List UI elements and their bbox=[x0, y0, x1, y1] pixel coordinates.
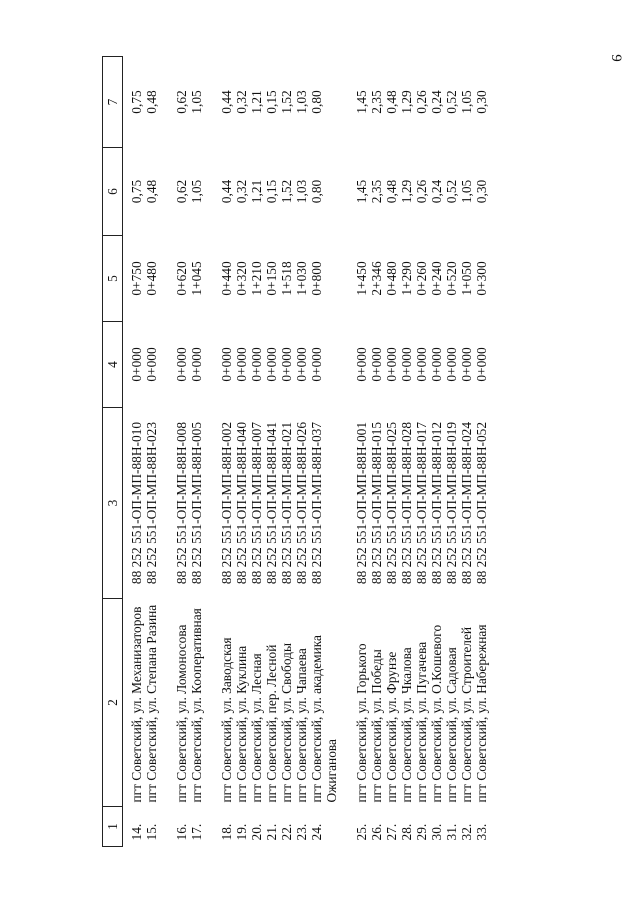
table-row bbox=[399, 57, 414, 847]
km-end: 0+260 bbox=[414, 261, 429, 296]
roads-table bbox=[102, 56, 489, 847]
header-col-1: 1 bbox=[103, 807, 123, 847]
road-name: пгт Советский, ул. Чапаева bbox=[294, 648, 309, 803]
km-end: 0+620 bbox=[174, 261, 189, 296]
length: 0,15 bbox=[264, 179, 279, 204]
km-end: 0+150 bbox=[264, 261, 279, 296]
km-end: 0+750 bbox=[129, 261, 144, 296]
table-row bbox=[339, 57, 369, 847]
km-start: 0+000 bbox=[399, 347, 414, 382]
length: 0,24 bbox=[429, 179, 444, 204]
table-row bbox=[144, 57, 159, 847]
road-name: пгт Советский, ул. Куклина bbox=[234, 645, 249, 803]
road-name: пгт Советский, ул. Победы bbox=[369, 649, 384, 803]
row-number: 22. bbox=[279, 823, 294, 841]
length-total: 1,52 bbox=[279, 90, 294, 114]
km-start: 0+000 bbox=[174, 347, 189, 382]
road-id: 88 252 551-ОП-МП-88Н-023 bbox=[144, 421, 159, 585]
rotated-table-wrapper bbox=[102, 57, 593, 847]
km-start: 0+000 bbox=[144, 347, 159, 382]
length-total: 2,35 bbox=[369, 90, 384, 114]
row-number: 33. bbox=[474, 823, 489, 841]
row-number: 21. bbox=[264, 823, 279, 841]
length: 2,35 bbox=[369, 179, 384, 204]
road-name: пгт Советский, ул. Строителей bbox=[459, 626, 474, 803]
length: 1,21 bbox=[249, 179, 264, 204]
road-name: пгт Советский, ул. Ломоносова bbox=[174, 624, 189, 803]
km-end: 0+300 bbox=[474, 261, 489, 296]
road-id: 88 252 551-ОП-МП-88Н-025 bbox=[384, 421, 399, 585]
road-name: пгт Советский, ул. Фрунзе bbox=[384, 651, 399, 803]
road-id: 88 252 551-ОП-МП-88Н-052 bbox=[474, 421, 489, 585]
row-number: 30. bbox=[429, 823, 444, 841]
km-start: 0+000 bbox=[384, 347, 399, 382]
road-id: 88 252 551-ОП-МП-88Н-010 bbox=[129, 421, 144, 585]
length-total: 0,15 bbox=[264, 90, 279, 114]
road-id: 88 252 551-ОП-МП-88Н-005 bbox=[189, 421, 204, 585]
road-id: 88 252 551-ОП-МП-88Н-041 bbox=[264, 421, 279, 585]
km-end: 1+518 bbox=[279, 261, 294, 296]
km-end: 2+346 bbox=[369, 261, 384, 296]
road-name: пгт Советский, ул. Заводская bbox=[219, 637, 234, 803]
length: 0,80 bbox=[309, 179, 324, 204]
row-number: 15. bbox=[144, 823, 159, 841]
header-col-3: 3 bbox=[103, 408, 123, 599]
table-row bbox=[294, 57, 309, 847]
road-id: 88 252 551-ОП-МП-88Н-012 bbox=[429, 421, 444, 585]
km-end: 0+320 bbox=[234, 261, 249, 296]
road-id: 88 252 551-ОП-МП-88Н-001 bbox=[354, 421, 369, 585]
km-end: 0+240 bbox=[429, 261, 444, 296]
length: 0,48 bbox=[144, 179, 159, 204]
km-start: 0+000 bbox=[129, 347, 144, 382]
row-number: 14. bbox=[129, 823, 144, 841]
length: 0,26 bbox=[414, 179, 429, 204]
road-id: 88 252 551-ОП-МП-88Н-024 bbox=[459, 421, 474, 585]
header-row bbox=[103, 57, 123, 847]
row-number: 16. bbox=[174, 823, 189, 841]
length-total: 0,44 bbox=[219, 90, 234, 114]
road-name: пгт Советский, ул. Механизаторов bbox=[129, 606, 144, 803]
header-col-6: 6 bbox=[103, 148, 123, 236]
km-end: 1+045 bbox=[189, 261, 204, 296]
road-id: 88 252 551-ОП-МП-88Н-021 bbox=[279, 421, 294, 585]
road-name: пгт Советский, ул. Степана Разина bbox=[144, 604, 159, 803]
table-row bbox=[474, 57, 489, 847]
km-start: 0+000 bbox=[429, 347, 444, 382]
length-total: 0,52 bbox=[444, 90, 459, 114]
road-name: пгт Советский, ул. Кооперативная bbox=[189, 608, 204, 803]
length: 0,32 bbox=[234, 179, 249, 204]
km-end: 0+480 bbox=[384, 261, 399, 296]
km-end: 0+800 bbox=[309, 261, 324, 296]
row-number: 25. bbox=[354, 823, 369, 841]
length-total: 1,21 bbox=[249, 90, 264, 114]
length: 0,44 bbox=[219, 179, 234, 204]
km-start: 0+000 bbox=[354, 347, 369, 382]
road-id: 88 252 551-ОП-МП-88Н-015 bbox=[369, 421, 384, 585]
road-name: пгт Советский, ул. Чкалова bbox=[399, 647, 414, 803]
row-number: 17. bbox=[189, 823, 204, 841]
length: 1,45 bbox=[354, 179, 369, 204]
table-row bbox=[123, 57, 145, 847]
km-end: 1+050 bbox=[459, 261, 474, 296]
km-start: 0+000 bbox=[234, 347, 249, 382]
km-end: 0+480 bbox=[144, 261, 159, 296]
table-row bbox=[384, 57, 399, 847]
row-number: 27. bbox=[384, 823, 399, 841]
km-end: 1+030 bbox=[294, 261, 309, 296]
road-name: пгт Советский, ул. О.Кошевого bbox=[429, 624, 444, 803]
road-id: 88 252 551-ОП-МП-88Н-002 bbox=[219, 421, 234, 585]
length-total: 0,75 bbox=[129, 90, 144, 114]
table-row bbox=[444, 57, 459, 847]
length: 1,03 bbox=[294, 179, 309, 204]
header-col-4: 4 bbox=[103, 322, 123, 408]
header-col-2: 2 bbox=[103, 599, 123, 807]
road-id: 88 252 551-ОП-МП-88Н-028 bbox=[399, 421, 414, 585]
km-start: 0+000 bbox=[414, 347, 429, 382]
road-name: пгт Советский, ул. Горького bbox=[354, 643, 369, 803]
length-total: 0,24 bbox=[429, 90, 444, 114]
road-id: 88 252 551-ОП-МП-88Н-008 bbox=[174, 421, 189, 585]
table-row bbox=[264, 57, 279, 847]
header-col-5: 5 bbox=[103, 236, 123, 322]
km-start: 0+000 bbox=[279, 347, 294, 382]
km-start: 0+000 bbox=[369, 347, 384, 382]
km-start: 0+000 bbox=[249, 347, 264, 382]
row-number: 20. bbox=[249, 823, 264, 841]
row-number: 31. bbox=[444, 823, 459, 841]
road-name: пгт Советский, ул. Пугачева bbox=[414, 641, 429, 803]
km-start: 0+000 bbox=[264, 347, 279, 382]
km-end: 0+520 bbox=[444, 261, 459, 296]
table-body bbox=[123, 57, 490, 847]
table-row bbox=[279, 57, 294, 847]
length-total: 0,62 bbox=[174, 90, 189, 114]
km-start: 0+000 bbox=[294, 347, 309, 382]
road-id: 88 252 551-ОП-МП-88Н-026 bbox=[294, 421, 309, 585]
road-name: пгт Советский, ул. Лесная bbox=[249, 653, 264, 803]
km-end: 0+440 bbox=[219, 261, 234, 296]
length: 0,75 bbox=[129, 179, 144, 204]
table-row bbox=[459, 57, 474, 847]
km-start: 0+000 bbox=[444, 347, 459, 382]
road-name: пгт Советский, ул. Набережная bbox=[474, 624, 489, 803]
length: 0,62 bbox=[174, 179, 189, 204]
row-number: 28. bbox=[399, 823, 414, 841]
length-total: 0,32 bbox=[234, 90, 249, 114]
row-number: 23. bbox=[294, 823, 309, 841]
table-row bbox=[369, 57, 384, 847]
length-total: 1,05 bbox=[459, 90, 474, 114]
row-number: 26. bbox=[369, 823, 384, 841]
length-total: 1,45 bbox=[354, 90, 369, 114]
length: 1,29 bbox=[399, 179, 414, 204]
row-number: 19. bbox=[234, 823, 249, 841]
table-row bbox=[309, 57, 339, 847]
road-id: 88 252 551-ОП-МП-88Н-007 bbox=[249, 421, 264, 585]
length-total: 0,26 bbox=[414, 90, 429, 114]
km-end: 1+450 bbox=[354, 261, 369, 296]
km-end: 1+290 bbox=[399, 261, 414, 296]
km-start: 0+000 bbox=[219, 347, 234, 382]
length-total: 0,48 bbox=[144, 90, 159, 114]
table-row bbox=[234, 57, 249, 847]
table-row bbox=[249, 57, 264, 847]
length: 0,48 bbox=[384, 179, 399, 204]
road-name: пгт Советский, пер. Лесной bbox=[264, 644, 279, 803]
table-row bbox=[414, 57, 429, 847]
page-number: 9 bbox=[608, 54, 624, 62]
header-col-7: 7 bbox=[103, 57, 123, 148]
road-id: 88 252 551-ОП-МП-88Н-017 bbox=[414, 421, 429, 585]
length: 0,30 bbox=[474, 179, 489, 204]
length-total: 0,80 bbox=[309, 90, 324, 114]
length-total: 0,48 bbox=[384, 90, 399, 114]
road-id: 88 252 551-ОП-МП-88Н-040 bbox=[234, 421, 249, 585]
table-row bbox=[189, 57, 204, 847]
length: 1,05 bbox=[189, 179, 204, 204]
km-start: 0+000 bbox=[459, 347, 474, 382]
km-start: 0+000 bbox=[309, 347, 324, 382]
length-total: 1,03 bbox=[294, 90, 309, 114]
km-end: 1+210 bbox=[249, 261, 264, 296]
length: 1,52 bbox=[279, 179, 294, 204]
length: 0,52 bbox=[444, 179, 459, 204]
table-row bbox=[429, 57, 444, 847]
table-row bbox=[204, 57, 234, 847]
length-total: 1,29 bbox=[399, 90, 414, 114]
km-start: 0+000 bbox=[474, 347, 489, 382]
road-name: пгт Советский, ул. академика Ожиганова bbox=[309, 635, 339, 803]
road-name: пгт Советский, ул. Садовая bbox=[444, 647, 459, 803]
length-total: 1,05 bbox=[189, 90, 204, 114]
row-number: 18. bbox=[219, 823, 234, 841]
row-number: 32. bbox=[459, 823, 474, 841]
row-number: 24. bbox=[309, 823, 324, 841]
length-total: 0,30 bbox=[474, 90, 489, 114]
road-id: 88 252 551-ОП-МП-88Н-037 bbox=[309, 421, 324, 585]
road-name: пгт Советский, ул. Свободы bbox=[279, 643, 294, 803]
length: 1,05 bbox=[459, 179, 474, 204]
road-id: 88 252 551-ОП-МП-88Н-019 bbox=[444, 421, 459, 585]
km-start: 0+000 bbox=[189, 347, 204, 382]
table-row bbox=[159, 57, 189, 847]
row-number: 29. bbox=[414, 823, 429, 841]
